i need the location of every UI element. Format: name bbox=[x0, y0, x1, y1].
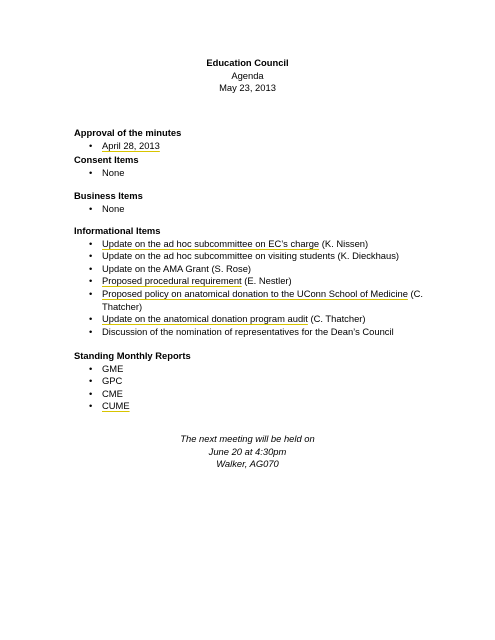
list-item bbox=[74, 288, 434, 313]
bullet-icon: • bbox=[89, 237, 93, 249]
agenda-header bbox=[0, 57, 495, 95]
item-text: (C. Thatcher) bbox=[102, 287, 424, 312]
item-text: (K. Nissen) bbox=[319, 237, 369, 249]
list-informational bbox=[74, 238, 434, 339]
bullet-icon: • bbox=[89, 202, 93, 214]
next-meeting-note bbox=[0, 433, 495, 471]
section-informational bbox=[74, 225, 434, 338]
item-text: Update on the AMA Grant (S. Rose) bbox=[102, 262, 252, 274]
item-text: Update on the ad hoc subcommittee on visiting students (K. Dieckhaus) bbox=[102, 250, 400, 262]
list-standing bbox=[74, 363, 434, 413]
list-item bbox=[74, 250, 434, 263]
list-item bbox=[74, 363, 434, 376]
bullet-icon: • bbox=[89, 400, 93, 412]
bullet-icon: • bbox=[89, 287, 93, 299]
bullet-icon: • bbox=[89, 275, 93, 287]
section-heading-consent: Consent Items bbox=[74, 154, 139, 165]
section-heading-informational: Informational Items bbox=[74, 225, 161, 236]
section-consent bbox=[74, 154, 434, 179]
item-text: CME bbox=[102, 387, 123, 399]
item-text: GME bbox=[102, 362, 124, 374]
bullet-icon: • bbox=[89, 313, 93, 325]
list-item bbox=[74, 388, 434, 401]
list-item bbox=[74, 140, 434, 153]
bullet-icon: • bbox=[89, 362, 93, 374]
list-item bbox=[74, 313, 434, 326]
bullet-icon: • bbox=[89, 166, 93, 178]
bullet-icon: • bbox=[89, 325, 93, 337]
item-text: Discussion of the nomination of representatives for the Dean’s Council bbox=[102, 325, 394, 337]
list-item bbox=[74, 375, 434, 388]
meeting-date: May 23, 2013 bbox=[219, 82, 276, 94]
section-business bbox=[74, 190, 434, 215]
list-item bbox=[74, 167, 434, 180]
list-business bbox=[74, 203, 434, 216]
list-approval bbox=[74, 140, 434, 153]
item-link[interactable]: April 28, 2013 bbox=[102, 139, 160, 151]
item-text: GPC bbox=[102, 375, 123, 387]
bullet-icon: • bbox=[89, 250, 93, 262]
list-item bbox=[74, 275, 434, 288]
section-heading-business: Business Items bbox=[74, 190, 143, 201]
list-item bbox=[74, 400, 434, 413]
document-subtitle: Agenda bbox=[231, 69, 264, 81]
list-item bbox=[74, 238, 434, 251]
section-heading-approval: Approval of the minutes bbox=[74, 127, 182, 138]
list-item bbox=[74, 203, 434, 216]
bullet-icon: • bbox=[89, 387, 93, 399]
next-meeting-datetime: June 20 at 4:30pm bbox=[208, 445, 287, 457]
bullet-icon: • bbox=[89, 139, 93, 151]
item-link[interactable]: CUME bbox=[102, 400, 130, 412]
item-text: None bbox=[102, 166, 125, 178]
section-standing bbox=[74, 350, 434, 413]
item-link[interactable]: Update on the ad hoc subcommittee on EC’s charge bbox=[102, 237, 320, 249]
item-text: (E. Nestler) bbox=[241, 275, 292, 287]
bullet-icon: • bbox=[89, 262, 93, 274]
list-item bbox=[74, 263, 434, 276]
list-item bbox=[74, 326, 434, 339]
item-text: (C. Thatcher) bbox=[307, 313, 366, 325]
next-meeting-location: Walker, AG070 bbox=[216, 458, 279, 470]
list-consent bbox=[74, 167, 434, 180]
bullet-icon: • bbox=[89, 375, 93, 387]
section-approval bbox=[74, 127, 434, 152]
document-title: Education Council bbox=[206, 57, 289, 68]
next-meeting-line: The next meeting will be held on bbox=[180, 433, 315, 444]
item-link[interactable]: Proposed policy on anatomical donation to the UConn School of Medicine bbox=[102, 287, 408, 299]
item-text: None bbox=[102, 202, 125, 214]
item-link[interactable]: Update on the anatomical donation program audit bbox=[102, 313, 308, 325]
section-heading-standing: Standing Monthly Reports bbox=[74, 350, 191, 361]
item-link[interactable]: Proposed procedural requirement bbox=[102, 275, 242, 287]
